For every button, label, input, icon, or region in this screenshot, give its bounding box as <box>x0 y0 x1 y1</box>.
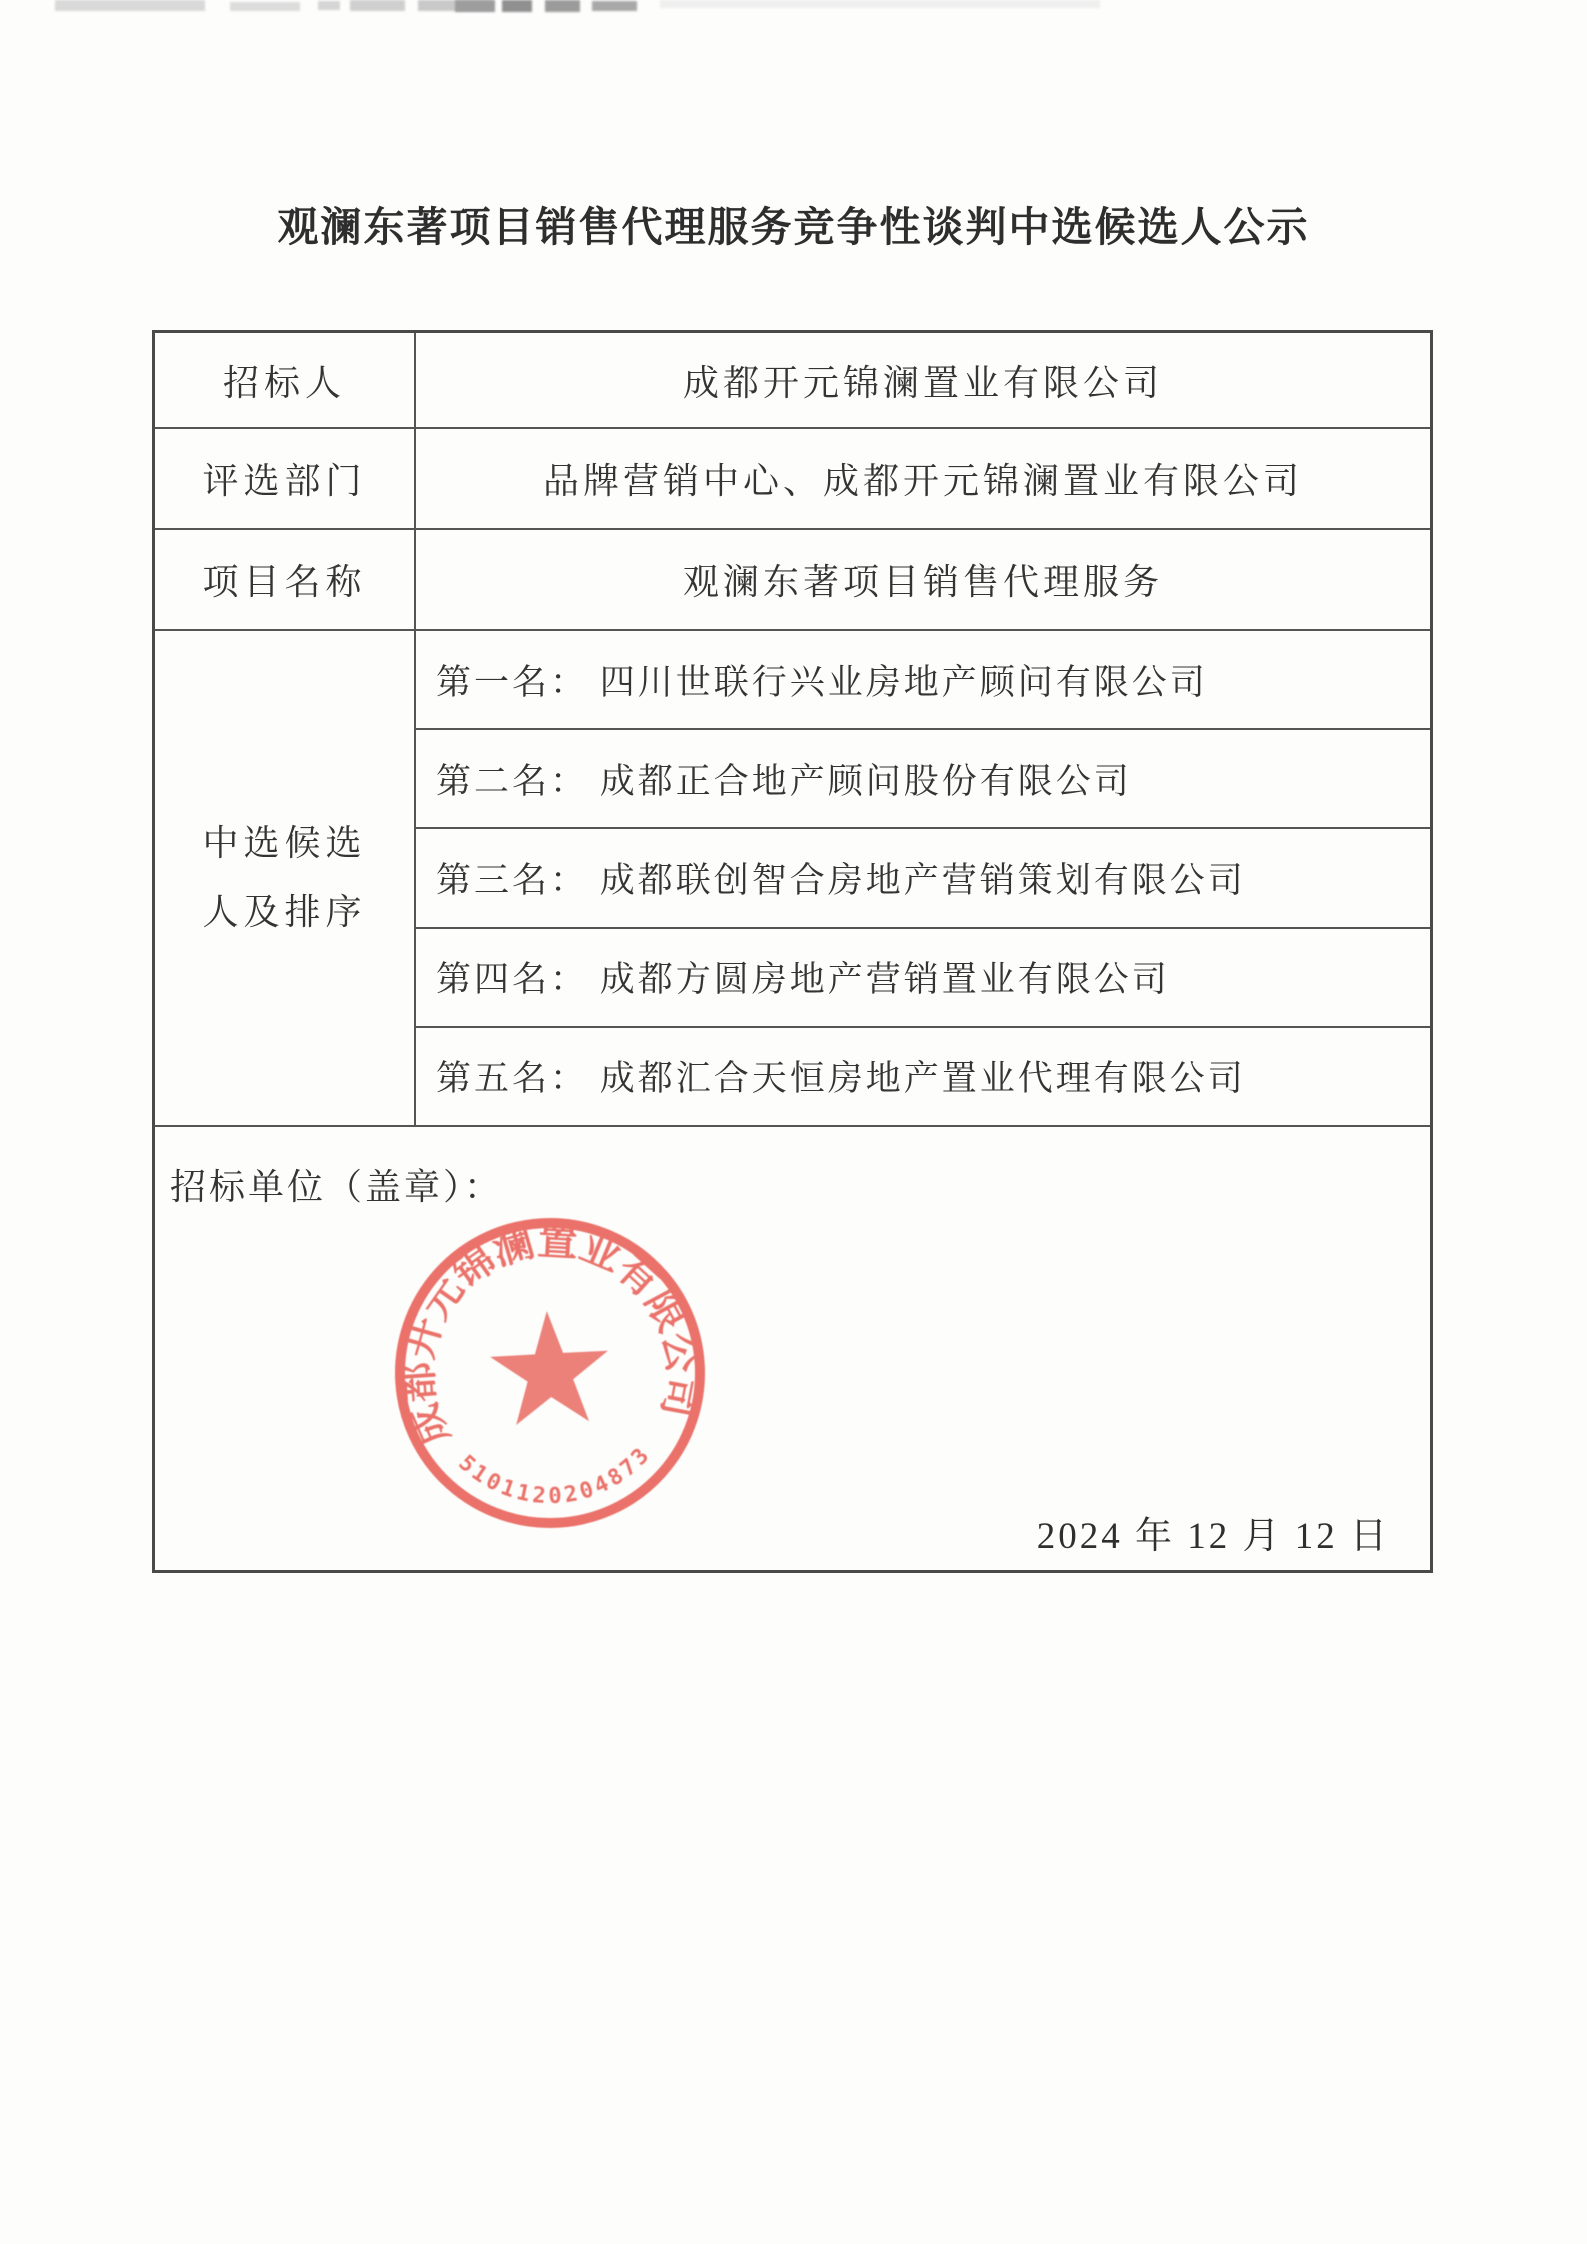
scan-artifact <box>545 0 580 12</box>
seal-star-icon <box>488 1308 612 1426</box>
seal-company-text: 成都开元锦澜置业有限公司 <box>395 1218 706 1453</box>
candidate-row-1: 第一名： 四川世联行兴业房地产顾问有限公司 <box>416 631 1430 730</box>
selection-dept-label: 评选部门 <box>155 429 416 528</box>
bidder-label: 招标人 <box>155 333 416 427</box>
scan-artifact <box>230 2 300 11</box>
bidder-value: 成都开元锦澜置业有限公司 <box>682 362 1163 403</box>
candidates-label-line1: 中选候选 <box>202 823 367 863</box>
announcement-table <box>152 330 1433 1573</box>
table-row-bidder <box>155 333 1430 429</box>
stamp-caption: 招标单位（盖章）： <box>170 1167 504 1207</box>
candidates-list <box>416 631 1430 1125</box>
candidates-label-line2: 人及排序 <box>202 892 367 932</box>
scan-artifact <box>55 0 205 11</box>
project-name-value: 观澜东著项目销售代理服务 <box>682 562 1163 602</box>
selection-dept-value: 品牌营销中心、成都开元锦澜置业有限公司 <box>542 461 1303 501</box>
table-row-selection-dept <box>155 429 1430 530</box>
table-row-project-name <box>155 530 1430 631</box>
scan-artifact <box>502 0 532 12</box>
scan-artifact <box>350 0 405 11</box>
candidate-row-3: 第三名： 成都联创智合房地产营销策划有限公司 <box>416 829 1430 928</box>
scan-artifact <box>455 0 495 12</box>
table-row-stamp-and-date <box>155 1127 1430 1570</box>
candidate-row-5: 第五名： 成都汇合天恒房地产置业代理有限公司 <box>436 1059 1246 1099</box>
scan-artifact <box>318 1 340 10</box>
candidate-row-2: 第二名： 成都正合地产顾问股份有限公司 <box>416 730 1430 829</box>
project-name-label: 项目名称 <box>155 530 416 629</box>
table-row-candidates <box>155 631 1430 1127</box>
candidate-row-4: 第四名： 成都方圆房地产营销置业有限公司 <box>416 929 1430 1028</box>
scan-artifact <box>660 0 1100 8</box>
scan-artifact <box>592 1 637 11</box>
candidates-ranking-label <box>155 631 416 1125</box>
seal-serial-number: 5101120204873 <box>453 1442 656 1510</box>
page-title: 观澜东著项目销售代理服务竞争性谈判中选候选人公示 <box>277 204 1310 250</box>
company-seal-stamp <box>385 1208 715 1538</box>
issue-date: 2024 年 12 月 12 日 <box>1036 1516 1390 1557</box>
